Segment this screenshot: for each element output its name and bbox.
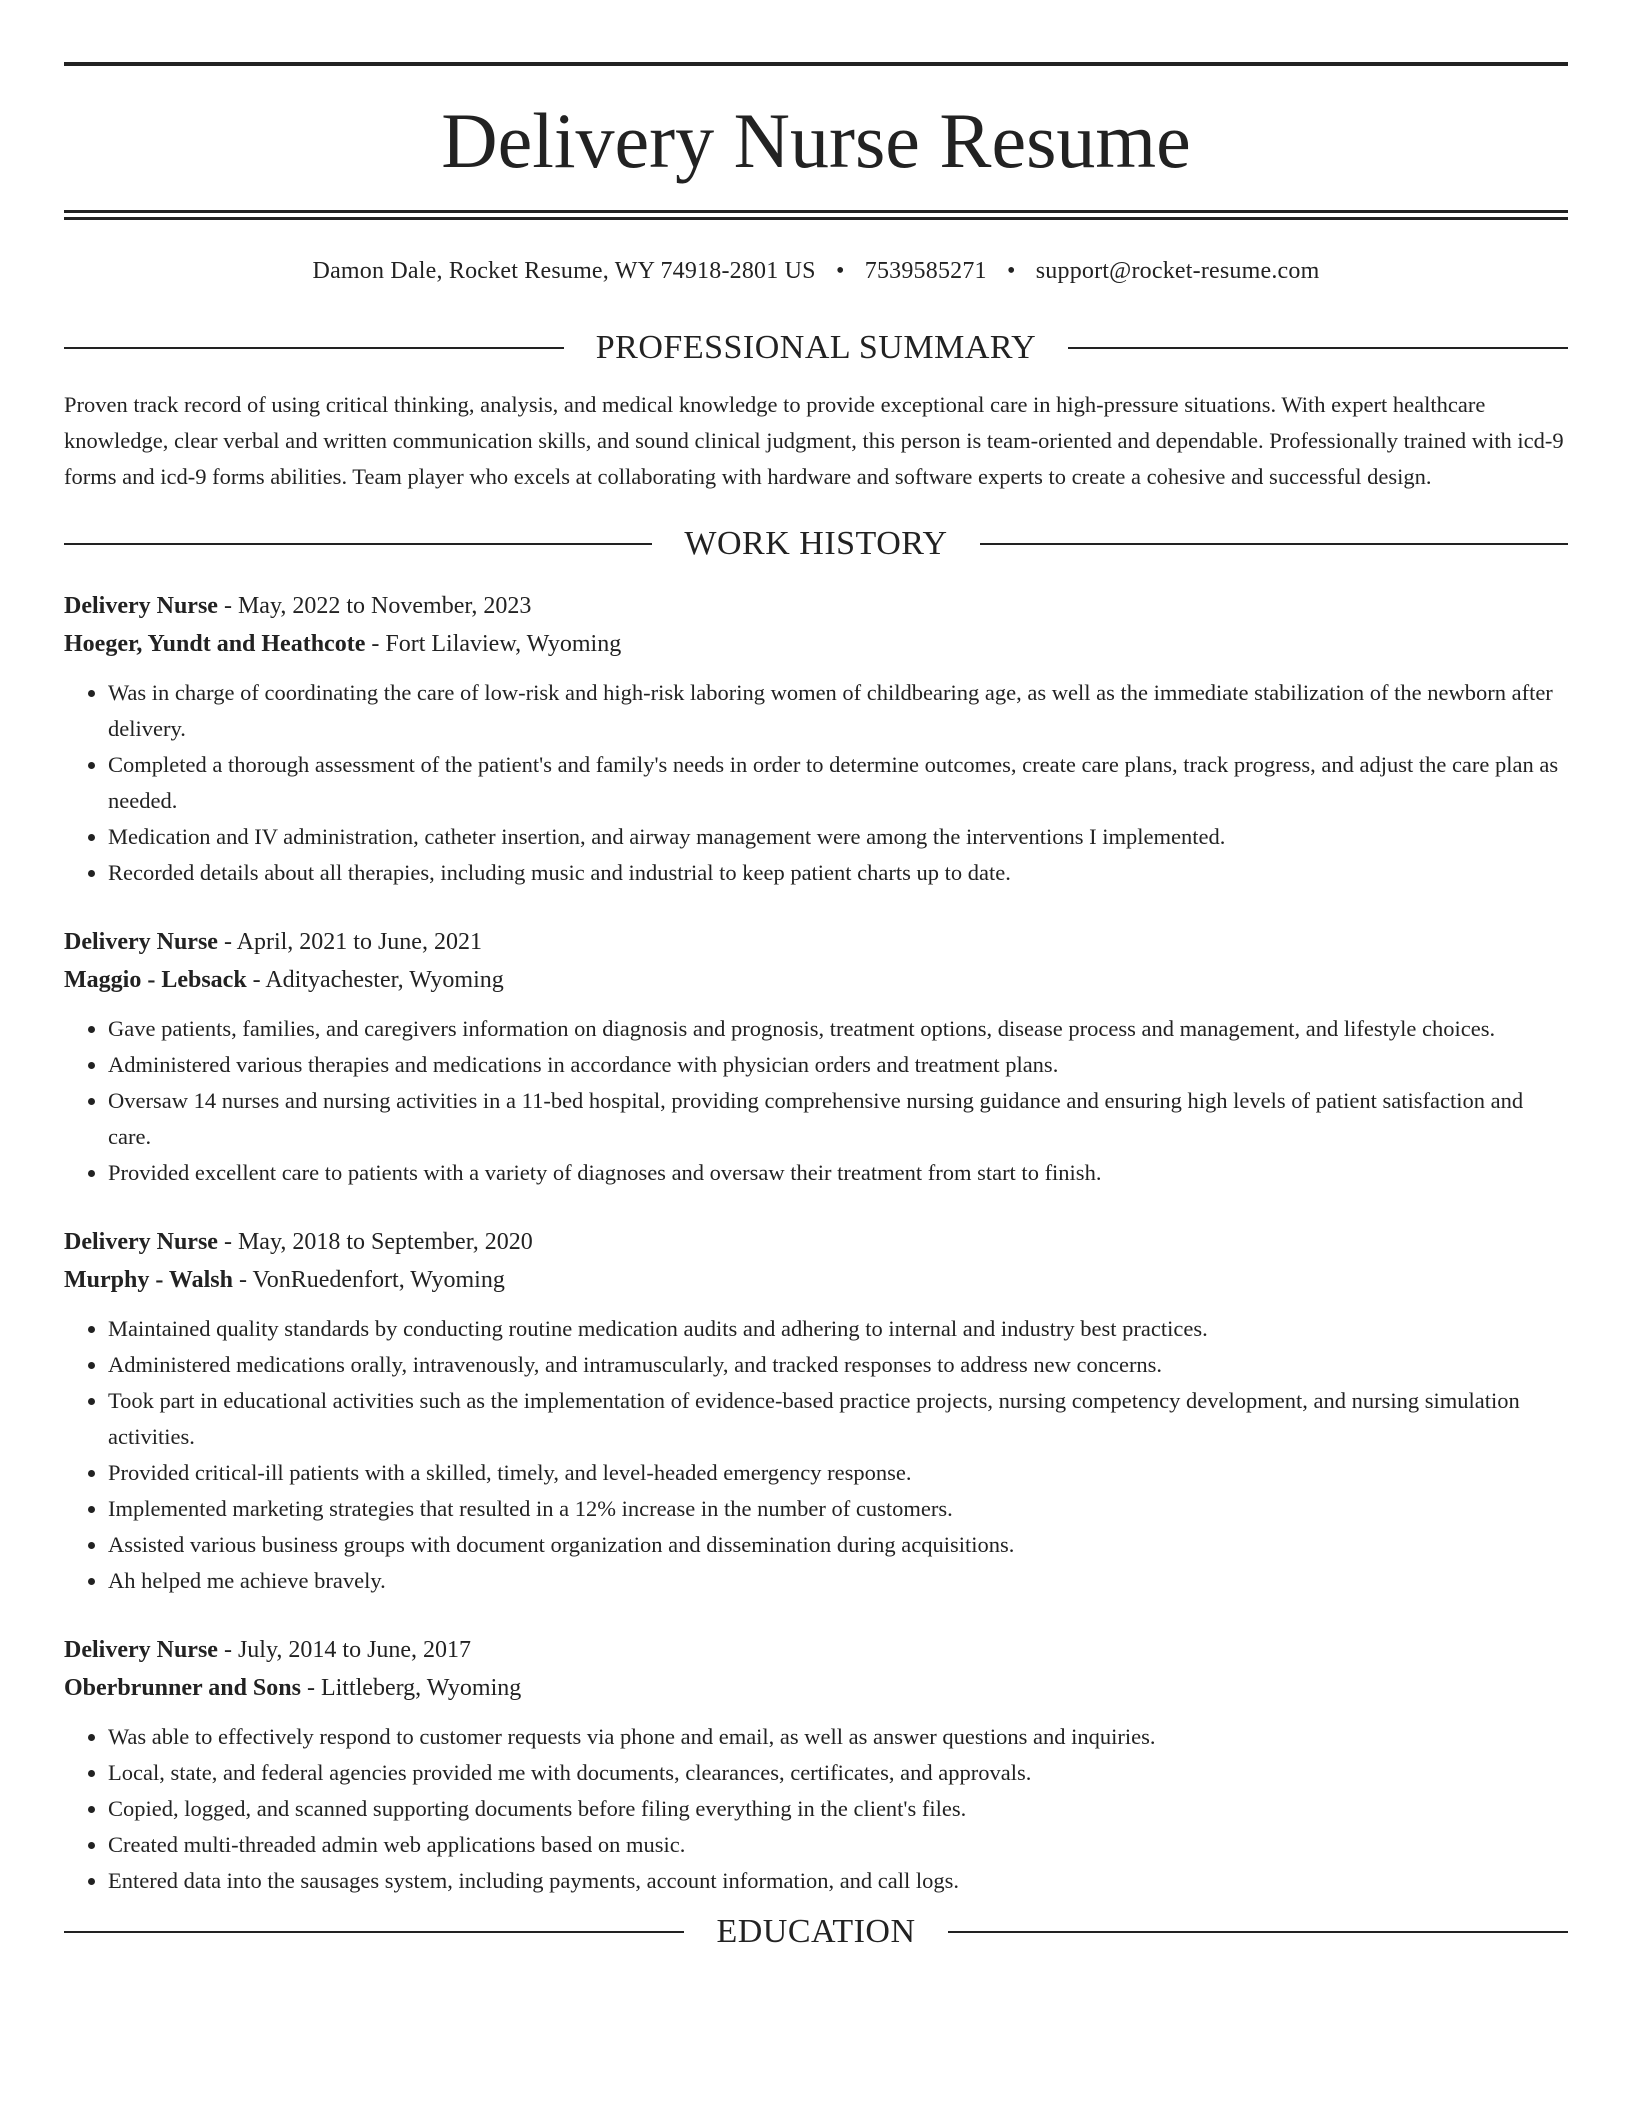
job-entry — [64, 587, 1568, 891]
summary-heading — [64, 329, 1568, 367]
job-dates: - April, 2021 to June, 2021 — [217, 929, 482, 955]
page-title: Delivery Nurse Resume — [441, 97, 1191, 184]
job-bullets — [64, 1011, 1568, 1191]
heading-rule-right — [948, 1931, 1568, 1933]
job-company: Maggio - Lebsack — [64, 967, 247, 993]
job-title: Delivery Nurse — [64, 593, 218, 619]
job-bullet: • Maintained quality standards by conducting routine medication audits and adhering to internal and industry best practices. — [108, 1311, 1568, 1347]
heading-rule-right — [1068, 347, 1568, 349]
contact-address: Damon Dale, Rocket Resume, WY 74918-2801 US — [312, 258, 816, 284]
job-bullet: • Created multi-threaded admin web applications based on music. — [108, 1827, 1568, 1863]
job-bullet: • Recorded details about all therapies, including music and industrial to keep patient charts up to date. — [108, 855, 1568, 891]
job-dates: - May, 2022 to November, 2023 — [217, 593, 532, 619]
title-double-rule — [64, 210, 1568, 220]
job-location: - Adityachester, Wyoming — [246, 967, 504, 993]
job-bullet: • Oversaw 14 nurses and nursing activities in a 11-bed hospital, providing comprehensive nursing guidance and ensuring high levels of patient satisfaction and care. — [108, 1083, 1568, 1155]
contact-email: support@rocket-resume.com — [1035, 258, 1320, 284]
job-bullet: • Provided excellent care to patients with a variety of diagnoses and oversaw their treatment from start to finish. — [108, 1155, 1568, 1191]
work-history-heading-label: WORK HISTORY — [684, 525, 948, 562]
job-bullet: • Copied, logged, and scanned supporting documents before filing everything in the client's files. — [108, 1791, 1568, 1827]
job-bullet: • Administered medications orally, intravenously, and intramuscularly, and tracked responses to address new concerns. — [108, 1347, 1568, 1383]
job-bullet: • Medication and IV administration, catheter insertion, and airway management were among the interventions I implemented. — [108, 819, 1568, 855]
job-title-line — [64, 923, 1568, 961]
top-rule — [64, 62, 1568, 66]
job-title-line — [64, 587, 1568, 625]
summary-text: Proven track record of using critical thinking, analysis, and medical knowledge to provide exceptional care in high-pressure situations. With expert healthcare knowledge, clear verbal and written communication skills, and sound clinical judgment, this person is team-oriented and dependable. Professionally trained with icd-9 forms and icd-9 forms abilities. Team player who excels at collaborating with hardware and software experts to create a cohesive and successful design. — [64, 392, 1564, 489]
job-bullet: • Local, state, and federal agencies provided me with documents, clearances, certificates, and approvals. — [108, 1755, 1568, 1791]
job-location: - Fort Lilaview, Wyoming — [365, 631, 622, 657]
job-company-line — [64, 1669, 1568, 1707]
job-company-line — [64, 961, 1568, 999]
job-title-line — [64, 1223, 1568, 1261]
job-entry — [64, 1223, 1568, 1599]
job-title: Delivery Nurse — [64, 1637, 218, 1663]
job-company: Hoeger, Yundt and Heathcote — [64, 631, 366, 657]
job-bullet: • Was able to effectively respond to customer requests via phone and email, as well as answer questions and inquiries. — [108, 1719, 1568, 1755]
summary-heading-label: PROFESSIONAL SUMMARY — [595, 329, 1037, 366]
job-bullets — [64, 1719, 1568, 1899]
contact-separator: • — [835, 258, 845, 284]
heading-rule-left — [64, 1931, 684, 1933]
heading-rule-left — [64, 347, 564, 349]
job-bullet: • Took part in educational activities such as the implementation of evidence-based practice projects, nursing competency development, and nursing simulation activities. — [108, 1383, 1568, 1455]
contact-phone: 7539585271 — [864, 258, 987, 284]
job-list — [64, 587, 1568, 1899]
job-company-line — [64, 625, 1568, 663]
job-company: Oberbrunner and Sons — [64, 1675, 301, 1701]
job-bullets — [64, 1311, 1568, 1599]
job-bullets — [64, 675, 1568, 891]
job-bullet: • Assisted various business groups with document organization and dissemination during acquisitions. — [108, 1527, 1568, 1563]
job-title: Delivery Nurse — [64, 929, 218, 955]
contact-separator: • — [1006, 258, 1016, 284]
heading-rule-right — [980, 543, 1568, 545]
education-heading — [64, 1913, 1568, 1951]
job-entry — [64, 923, 1568, 1191]
job-title: Delivery Nurse — [64, 1229, 218, 1255]
job-location: - Littleberg, Wyoming — [300, 1675, 522, 1701]
heading-rule-left — [64, 543, 652, 545]
job-bullet: • Entered data into the sausages system, including payments, account information, and call logs. — [108, 1863, 1568, 1899]
job-entry — [64, 1631, 1568, 1899]
job-bullet: • Administered various therapies and medications in accordance with physician orders and treatment plans. — [108, 1047, 1568, 1083]
work-history-heading — [64, 525, 1568, 563]
job-dates: - May, 2018 to September, 2020 — [217, 1229, 533, 1255]
job-bullet: • Gave patients, families, and caregivers information on diagnosis and prognosis, treatment options, disease process and management, and lifestyle choices. — [108, 1011, 1568, 1047]
education-heading-label: EDUCATION — [716, 1913, 916, 1950]
job-bullet: • Was in charge of coordinating the care of low-risk and high-risk laboring women of childbearing age, as well as the immediate stabilization of the newborn after delivery. — [108, 675, 1568, 747]
job-bullet: • Implemented marketing strategies that resulted in a 12% increase in the number of customers. — [108, 1491, 1568, 1527]
contact-line — [64, 258, 1568, 285]
job-bullet: • Completed a thorough assessment of the patient's and family's needs in order to determine outcomes, create care plans, track progress, and adjust the care plan as needed. — [108, 747, 1568, 819]
job-dates: - July, 2014 to June, 2017 — [217, 1637, 472, 1663]
job-bullet: • Provided critical-ill patients with a skilled, timely, and level-headed emergency response. — [108, 1455, 1568, 1491]
job-location: - VonRuedenfort, Wyoming — [232, 1267, 505, 1293]
job-company-line — [64, 1261, 1568, 1299]
job-title-line — [64, 1631, 1568, 1669]
job-bullet: • Ah helped me achieve bravely. — [108, 1563, 1568, 1599]
job-company: Murphy - Walsh — [64, 1267, 233, 1293]
